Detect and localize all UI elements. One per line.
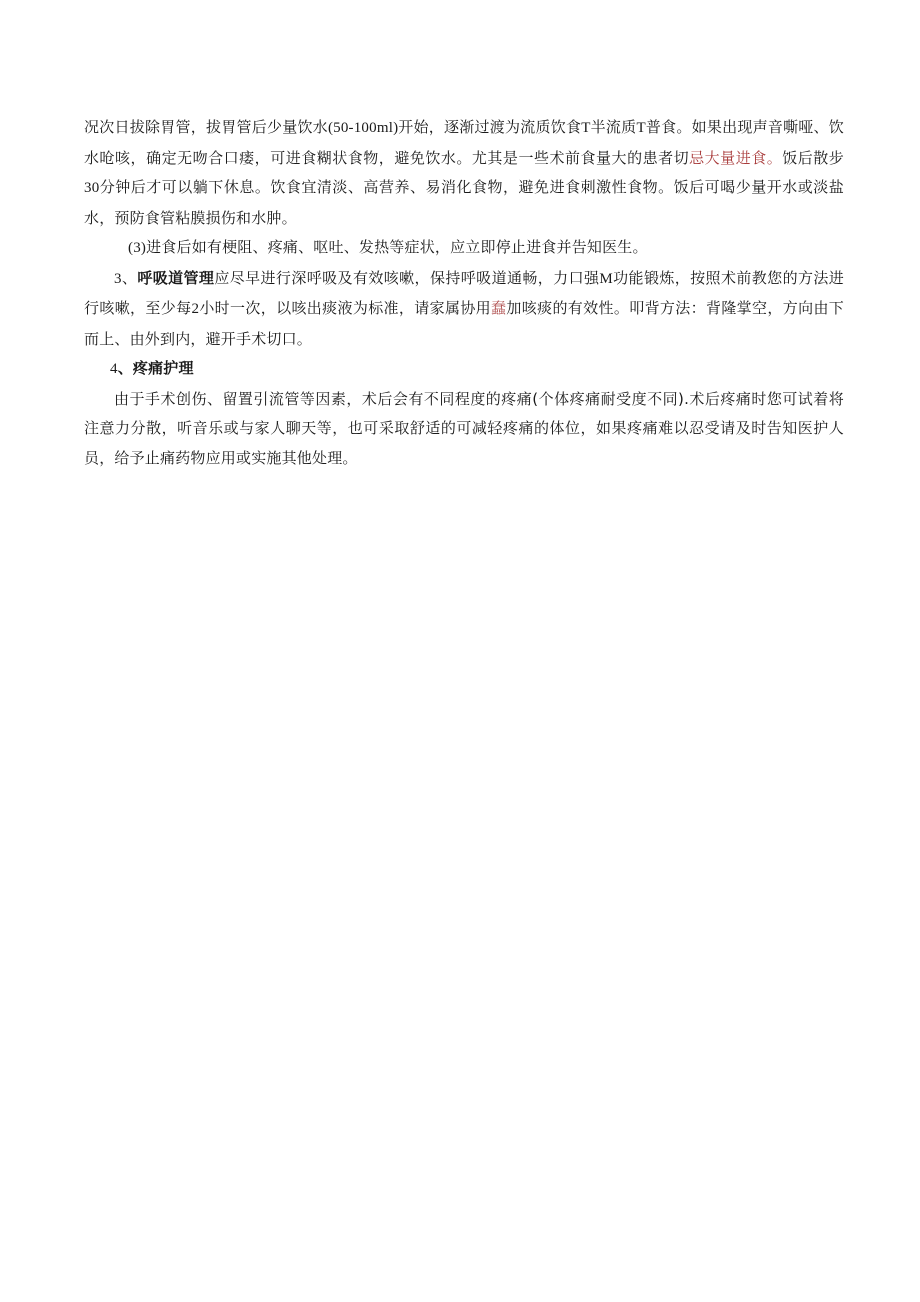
item-3-text: 进食后如有梗阻、疼痛、呕吐、发热等症状，应立即停止进食并告知医生。 — [146, 238, 648, 256]
diet-text-5: 饭后散步 — [782, 148, 844, 167]
highlight-warning: 忌大量进食。 — [689, 148, 783, 167]
document-body — [84, 113, 844, 473]
paragraph-item-3 — [84, 233, 844, 264]
respiratory-text-4: 加咳痰的有效性。叩背方法：背隆掌空，方向由下而上、由外到内，避开手术切口。 — [84, 299, 844, 348]
section-number-4: 4 — [110, 361, 118, 377]
section-heading-pain — [84, 354, 844, 385]
arrow-t-1: T — [581, 120, 591, 136]
paragraph-pain — [84, 385, 844, 474]
minutes-number: 30 — [84, 180, 100, 196]
hours-number: 2 — [191, 301, 200, 317]
diet-text-3: 半流质 — [590, 118, 637, 136]
respiratory-m: M — [599, 270, 613, 287]
section-number-3: 3 — [114, 270, 122, 287]
item-number-3: (3) — [128, 240, 147, 256]
arrow-t-2: T — [636, 120, 646, 136]
pain-text: 由于手术创伤、留置引流管等因素，术后会有不同程度的疼痛(个体疼痛耐受度不同).术后疼痛时您可试着将注意力分散，听音乐或与家人聊天等，也可采取舒适的可减轻疼痛的体位，如果疼痛难以忍受请及时告知医护人员，给予止痛药物应用或实施其他处理。 — [84, 389, 844, 467]
diet-text-2: 开始，逐渐过渡为流质饮食 — [398, 118, 582, 136]
water-amount: (50-100ml) — [327, 120, 399, 136]
paragraph-diet-continuation — [84, 113, 844, 233]
respiratory-text-2: 功能锻炼，按照术前教您的方法进行咳嗽，至少每 — [84, 268, 844, 317]
respiratory-text-1: 应尽早进行深呼吸及有效咳嗽，保持呼吸道通畅，力口强 — [214, 268, 600, 287]
section-heading-respiratory: 呼吸道管理 — [137, 268, 215, 287]
paragraph-respiratory — [84, 264, 844, 355]
section-separator: 、 — [121, 268, 138, 287]
diet-text-4: 普食。如果出现声音嘶哑、饮水呛咳，确定无吻合口瘘，可进食糊状食物，避免饮水。尤其是一些术前食量大的患者切 — [84, 118, 845, 167]
section-heading-pain-label: 、疼痛护理 — [117, 359, 194, 377]
diet-text-1: 况次日拔除胃管，拔胃管后少量饮水 — [84, 118, 328, 136]
diet-text-6: 分钟后才可以躺下休息。饮食宜清淡、高营养、易消化食物，避免进食刺激性食物。饭后可喝少量开水或淡盐水，预防食管粘膜损伤和水肿。 — [84, 178, 844, 227]
respiratory-text-3: 小时一次，以咳出痰液为标准，请家属协用 — [199, 299, 492, 317]
highlight-char: 蠢 — [491, 299, 507, 317]
